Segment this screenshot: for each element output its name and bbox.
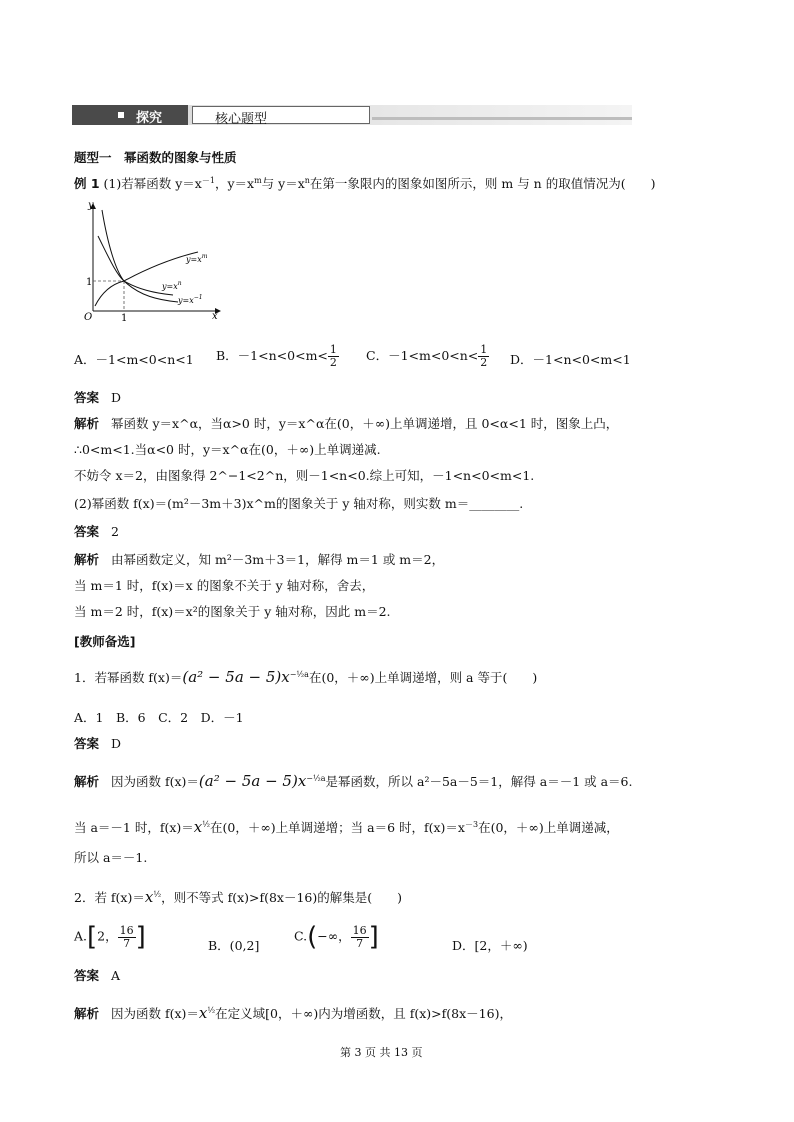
- curve-m-label-text: y=x: [186, 255, 202, 264]
- frac-num: 1: [329, 343, 337, 356]
- example1-question: [74, 174, 655, 192]
- fraction-half: [478, 344, 489, 369]
- curve-n-label-text: y=x: [162, 282, 178, 291]
- curve-n-label-exp: n: [177, 280, 182, 287]
- analysis-text: 在(0，＋∞)上单调递增；当 a＝6 时，f(x)＝x: [210, 820, 465, 835]
- analysis-1-line1: [74, 414, 618, 432]
- teacher-question-1: [74, 668, 537, 686]
- analysis-1-line3: 不妨令 x＝2，由图象得 2^−1<2^n，则－1<n<0.综上可知，－1<n<0<m<1.: [74, 468, 535, 483]
- teacher-q1-options: A．1 B．6 C．2 D．－1: [74, 710, 244, 725]
- analysis-2-line3: 当 m＝2 时，f(x)＝x²的图象关于 y 轴对称，因此 m＝2.: [74, 604, 391, 619]
- exp-half: ½: [202, 819, 211, 829]
- analysis-1-line2: ∴0<m<1.当α<0 时，y＝x^α在(0，＋∞)上单调递减.: [74, 442, 381, 457]
- tq1-exponent: −½a: [306, 773, 326, 783]
- tq1-text: 在(0，＋∞)上单调递增，则 a 等于( ): [308, 670, 538, 685]
- q-exp: n: [304, 175, 310, 185]
- answer-value: D: [111, 736, 122, 751]
- tq2-option-b: B．(0,2]: [208, 938, 260, 953]
- x-half-power: x: [198, 1004, 208, 1022]
- option-c-text: C．－1<m<0<n<: [366, 348, 479, 363]
- opt-letter: C.: [294, 928, 308, 944]
- q-text: (1)若幂函数 y＝x: [103, 176, 202, 191]
- tq1-text: 1．若幂函数 f(x)＝: [74, 670, 183, 685]
- option-b: [216, 344, 339, 369]
- teacher-q2-analysis: [74, 1004, 512, 1022]
- banner-tab-explore: 探究: [136, 111, 163, 126]
- analysis-2-line2: 当 m＝1 时，f(x)＝x 的图象不关于 y 轴对称，舍去，: [74, 578, 375, 593]
- x-axis-label: x: [212, 311, 218, 322]
- q-text: ，y＝x: [214, 176, 255, 191]
- answer-2: [74, 522, 119, 540]
- option-b-text: B．－1<n<0<m<: [216, 348, 328, 363]
- frac-den: 7: [123, 936, 131, 950]
- fraction-half: [328, 344, 339, 369]
- x-tick-label: 1: [121, 313, 128, 324]
- analysis-label: 解析: [74, 1006, 100, 1021]
- tq2-text: ，则不等式 f(x)>f(8x－16)的解集是( ): [161, 890, 403, 905]
- teacher-question-2: [74, 888, 402, 906]
- analysis-text: 在(0，＋∞)上单调递减，: [478, 820, 619, 835]
- analysis-label: 解析: [74, 416, 100, 431]
- fraction-16-7: [351, 925, 369, 950]
- opt-letter: A.: [74, 928, 88, 944]
- tq1-expression: (a² − 5a − 5)x: [198, 772, 307, 790]
- teacher-q1-analysis-1: [74, 772, 632, 790]
- curve-m-label: [185, 253, 208, 264]
- bracket-right: ]: [368, 922, 379, 952]
- option-a: A．－1<m<0<n<1: [74, 352, 194, 367]
- q-exp: m: [254, 175, 262, 185]
- answer-label: 答案: [74, 968, 100, 983]
- example1-label: 例 1: [74, 176, 100, 191]
- bracket-right: ]: [135, 922, 146, 952]
- origin-label: O: [84, 312, 93, 323]
- answer-1: [74, 388, 121, 406]
- paren-left: (: [307, 922, 318, 952]
- answer-value: 2: [111, 524, 119, 539]
- analysis-label: 解析: [74, 774, 100, 789]
- answer-value: A: [111, 968, 121, 983]
- exp-half: ½: [153, 889, 162, 899]
- q-text: 在第一象限内的图象如图所示，则 m 与 n 的取值情况为( ): [309, 176, 656, 191]
- x-half-power: x: [144, 888, 154, 906]
- section-banner: [72, 105, 632, 125]
- analysis-text: 当 a＝－1 时，f(x)＝: [74, 820, 194, 835]
- analysis-text: 幂函数 y＝x^α，当α>0 时，y＝x^α在(0，＋∞)上单调递增，且 0<α<1 时，图象上凸，: [111, 416, 619, 431]
- curve-neg1-label: [177, 294, 203, 305]
- fraction-16-7: [118, 925, 136, 950]
- teacher-note-heading: [教师备选]: [74, 634, 136, 649]
- teacher-q2-answer: [74, 966, 120, 984]
- frac-den: 7: [356, 936, 364, 950]
- frac-num: 1: [480, 343, 488, 356]
- banner-tab-core-label: 核心题型: [215, 112, 268, 127]
- q-text: 与 y＝x: [261, 176, 305, 191]
- question-2: (2)幂函数 f(x)＝(m²－3m＋3)x^m的图象关于 y 轴对称，则实数 m＝________.: [74, 496, 524, 511]
- y-tick-label: 1: [86, 277, 93, 288]
- answer-label: 答案: [74, 736, 100, 751]
- tq2-option-c: [294, 922, 379, 952]
- option-d: D．－1<n<0<m<1: [510, 352, 631, 367]
- frac-den: 2: [329, 356, 337, 369]
- x-half-power: x: [193, 818, 203, 836]
- page-footer: 第 3 页 共 13 页: [340, 1046, 423, 1059]
- curve-neg1-label-exp: −1: [193, 294, 203, 301]
- opt-val: −∞，: [317, 928, 351, 944]
- analysis-2-line1: [74, 550, 444, 568]
- analysis-text: 是幂函数，所以 a²－5a－5＝1，解得 a＝－1 或 a＝6.: [325, 774, 633, 789]
- tq1-exponent: −½a: [289, 669, 309, 679]
- teacher-q1-answer: [74, 734, 121, 752]
- analysis-text: 由幂函数定义，知 m²－3m＋3＝1，解得 m＝1 或 m＝2，: [111, 552, 445, 567]
- curve-m-label-exp: m: [201, 253, 208, 260]
- exp-neg3: －3: [464, 819, 479, 829]
- answer-value: D: [111, 390, 122, 405]
- banner-dark-tab: [72, 105, 188, 125]
- tq1-expression: (a² − 5a − 5)x: [182, 668, 290, 686]
- banner-bullet-icon: [118, 112, 124, 118]
- analysis-text: 在定义域[0，＋∞)内为增函数，且 f(x)>f(8x－16)，: [215, 1006, 512, 1021]
- curve-neg1-label-text: y=x: [178, 296, 194, 305]
- frac-den: 2: [480, 356, 488, 369]
- answer-label: 答案: [74, 524, 100, 539]
- analysis-text: 因为函数 f(x)＝: [111, 774, 199, 789]
- tq2-option-a: [74, 922, 146, 952]
- curve-n-label: [161, 280, 182, 291]
- q-exp: －1: [201, 175, 215, 185]
- exp-half: ½: [207, 1005, 216, 1015]
- y-axis-label: y: [88, 200, 94, 211]
- teacher-q1-analysis-2: [74, 818, 619, 836]
- bracket-left: [: [87, 922, 98, 952]
- banner-rule: [372, 117, 632, 120]
- tq2-option-d: D．[2，＋∞): [452, 938, 528, 953]
- frac-num: 16: [352, 923, 367, 937]
- analysis-label: 解析: [74, 552, 100, 567]
- frac-num: 16: [119, 923, 134, 937]
- banner-tab-core: [192, 106, 370, 127]
- answer-label: 答案: [74, 390, 100, 405]
- power-function-graph: [78, 196, 228, 326]
- analysis-text: 因为函数 f(x)＝: [111, 1006, 199, 1021]
- option-c: [366, 344, 489, 369]
- teacher-q1-analysis-3: 所以 a＝－1.: [74, 850, 148, 865]
- opt-val: 2，: [97, 928, 118, 944]
- tq2-text: 2．若 f(x)＝: [74, 890, 145, 905]
- section-title: 题型一 幂函数的图象与性质: [74, 150, 237, 165]
